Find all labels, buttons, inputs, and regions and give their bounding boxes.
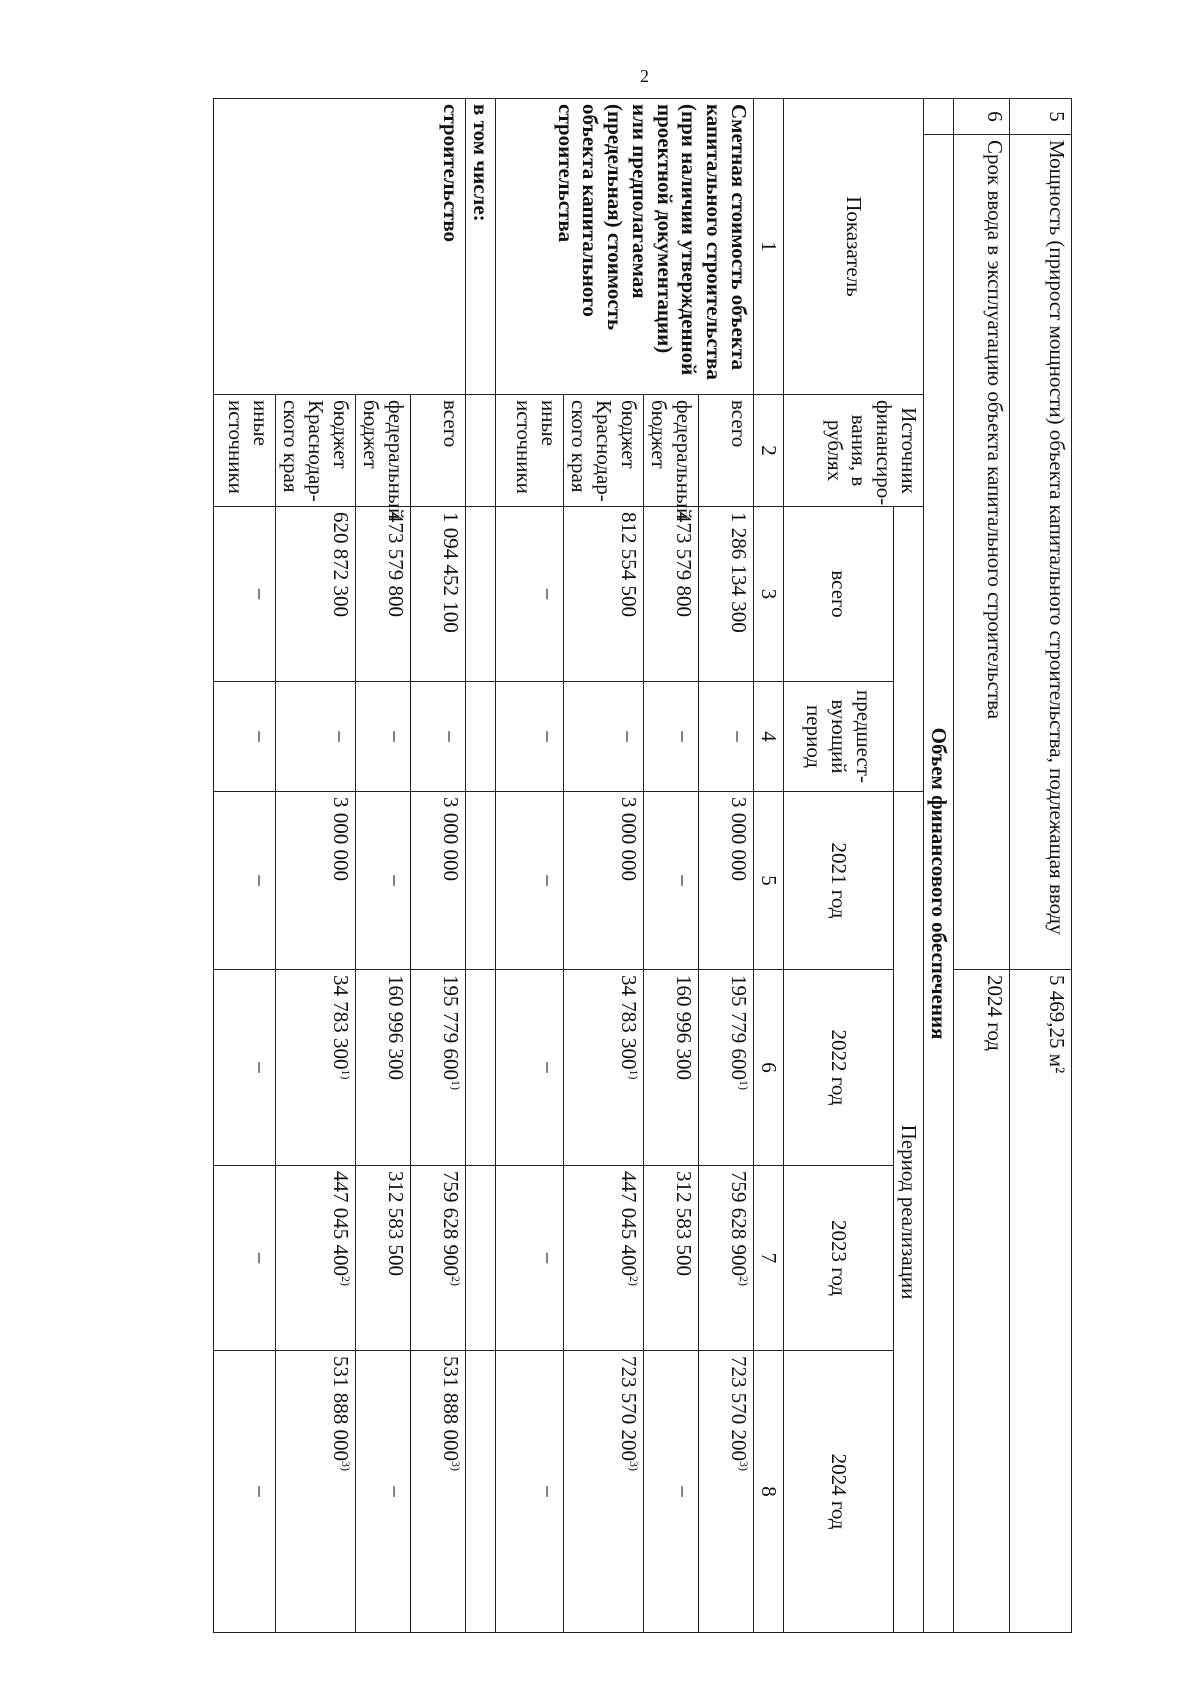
indicator-cell: строительство bbox=[214, 99, 466, 395]
source-cell: всего bbox=[411, 395, 466, 507]
footnote-mark: 3) bbox=[339, 1461, 353, 1472]
empty-cell bbox=[466, 1351, 496, 1633]
col-number: 6 bbox=[754, 970, 784, 1166]
header-previous: предшест-вующий период bbox=[784, 682, 894, 792]
section-title-row bbox=[924, 99, 954, 1633]
footnote-mark: 1) bbox=[449, 1080, 463, 1091]
prev-cell: – bbox=[496, 682, 564, 792]
empty-cell bbox=[466, 682, 496, 792]
y2024-cell: – bbox=[214, 1351, 276, 1633]
footnote-mark: 2) bbox=[737, 1276, 751, 1287]
y2023-cell: 312 583 500 bbox=[644, 1166, 699, 1351]
y2024-cell: 531 888 000$^{3)}$ bbox=[276, 1351, 356, 1633]
source-cell: иные источники bbox=[214, 395, 276, 507]
y2021-cell: – bbox=[496, 792, 564, 970]
col-number: 2 bbox=[754, 395, 784, 507]
y2024-cell: – bbox=[644, 1351, 699, 1633]
y2023-cell: 447 045 400$^{2)}$ bbox=[564, 1166, 644, 1351]
prev-cell: – bbox=[411, 682, 466, 792]
info-row-num: 5 bbox=[1010, 99, 1072, 135]
y2023-cell: – bbox=[496, 1166, 564, 1351]
y2022-cell: 34 783 300$^{1)}$ bbox=[564, 970, 644, 1166]
info-row-6 bbox=[954, 99, 1010, 1633]
header-2023: 2023 год bbox=[784, 1166, 894, 1351]
total-cell: 473 579 800 bbox=[644, 507, 699, 682]
info-row-label: Мощность (прирост мощности) объекта капитального строительства, подлежащая вводу bbox=[1010, 135, 1072, 970]
source-cell: бюджет Краснодар-ского края bbox=[276, 395, 356, 507]
header-source: Источник финансиро-вания, в рублях bbox=[784, 395, 924, 507]
prev-cell: – bbox=[214, 682, 276, 792]
info-row-5 bbox=[1010, 99, 1072, 1633]
header-2024: 2024 год bbox=[784, 1351, 894, 1633]
prev-cell: – bbox=[356, 682, 411, 792]
footnote-mark: 3) bbox=[737, 1461, 751, 1472]
footnote-mark: 2) bbox=[449, 1276, 463, 1287]
page-number: 2 bbox=[640, 66, 649, 86]
prev-cell: – bbox=[564, 682, 644, 792]
y2024-cell: – bbox=[356, 1351, 411, 1633]
header-2022: 2022 год bbox=[784, 970, 894, 1166]
footnote-mark: 2) bbox=[339, 1276, 353, 1287]
col-number: 3 bbox=[754, 507, 784, 682]
y2024-cell: 531 888 000$^{3)}$ bbox=[411, 1351, 466, 1633]
y2022-cell: – bbox=[214, 970, 276, 1166]
total-cell: 473 579 800 bbox=[356, 507, 411, 682]
y2021-cell: 3 000 000 bbox=[276, 792, 356, 970]
y2024-cell: 723 570 200$^{3)}$ bbox=[564, 1351, 644, 1633]
y2022-cell: 160 996 300 bbox=[356, 970, 411, 1166]
column-numbers-row bbox=[754, 99, 784, 1633]
financing-table bbox=[213, 98, 1072, 1633]
source-cell: бюджет Краснодар-ского края bbox=[564, 395, 644, 507]
header-total: всего bbox=[784, 507, 894, 682]
total-cell: 812 554 500 bbox=[564, 507, 644, 682]
header-2021: 2021 год bbox=[784, 792, 894, 970]
empty-cell bbox=[466, 792, 496, 970]
col-number: 7 bbox=[754, 1166, 784, 1351]
y2024-cell: – bbox=[496, 1351, 564, 1633]
y2021-cell: – bbox=[644, 792, 699, 970]
prev-cell: – bbox=[699, 682, 754, 792]
y2021-cell: 3 000 000 bbox=[411, 792, 466, 970]
table-row bbox=[699, 99, 754, 1633]
header-period: Период реализации bbox=[894, 792, 924, 1633]
y2023-cell: 759 628 900$^{2)}$ bbox=[699, 1166, 754, 1351]
footnote-mark: 3) bbox=[449, 1461, 463, 1472]
prev-cell: – bbox=[276, 682, 356, 792]
y2021-cell: – bbox=[214, 792, 276, 970]
info-row-num: 6 bbox=[954, 99, 1010, 135]
header-blank bbox=[894, 507, 924, 792]
empty-cell bbox=[466, 507, 496, 682]
info-row-value: 5 469,25 м² bbox=[1010, 970, 1072, 1633]
header-indicator: Показатель bbox=[784, 99, 924, 395]
total-cell: – bbox=[496, 507, 564, 682]
y2021-cell: 3 000 000 bbox=[699, 792, 754, 970]
prev-cell: – bbox=[644, 682, 699, 792]
source-cell: всего bbox=[699, 395, 754, 507]
header-row-1 bbox=[894, 99, 924, 1633]
total-cell: – bbox=[214, 507, 276, 682]
footnote-mark: 1) bbox=[339, 1069, 353, 1080]
y2021-cell: 3 000 000 bbox=[564, 792, 644, 970]
indicator-cell: Сметная стоимость объекта капитального строительства (при наличии утвержденной проектной документации) или предполагаемая (предельная) стоимость объекта капитального строительства bbox=[496, 99, 754, 395]
y2022-cell: 34 783 300$^{1)}$ bbox=[276, 970, 356, 1166]
col-number: 5 bbox=[754, 792, 784, 970]
total-cell: 620 872 300 bbox=[276, 507, 356, 682]
footnote-mark: 2) bbox=[627, 1276, 641, 1287]
empty-cell bbox=[466, 395, 496, 507]
source-cell: иные источники bbox=[496, 395, 564, 507]
source-cell: федеральный бюджет bbox=[356, 395, 411, 507]
table-row bbox=[411, 99, 466, 1633]
y2022-cell: 195 779 600$^{1)}$ bbox=[699, 970, 754, 1166]
info-row-label: Срок ввода в эксплуатацию объекта капитального строительства bbox=[954, 135, 1010, 970]
info-row-value: 2024 год bbox=[954, 970, 1010, 1633]
y2024-cell: 723 570 200$^{3)}$ bbox=[699, 1351, 754, 1633]
y2023-cell: 312 583 500 bbox=[356, 1166, 411, 1351]
y2022-cell: – bbox=[496, 970, 564, 1166]
y2021-cell: – bbox=[356, 792, 411, 970]
empty-cell bbox=[466, 1166, 496, 1351]
including-row bbox=[466, 99, 496, 1633]
col-number: 8 bbox=[754, 1351, 784, 1633]
col-number: 4 bbox=[754, 682, 784, 792]
footnote-mark: 1) bbox=[627, 1069, 641, 1080]
total-cell: 1 094 452 100 bbox=[411, 507, 466, 682]
footnote-mark: 3) bbox=[627, 1461, 641, 1472]
section-title: Объем финансового обеспечения bbox=[924, 135, 954, 1633]
y2023-cell: 759 628 900$^{2)}$ bbox=[411, 1166, 466, 1351]
footnote-mark: 1) bbox=[737, 1080, 751, 1091]
y2023-cell: – bbox=[214, 1166, 276, 1351]
y2022-cell: 160 996 300 bbox=[644, 970, 699, 1166]
col-number: 1 bbox=[754, 99, 784, 395]
empty-cell bbox=[466, 970, 496, 1166]
y2023-cell: 447 045 400$^{2)}$ bbox=[276, 1166, 356, 1351]
including-label: в том числе: bbox=[466, 99, 496, 395]
section-title-spacer bbox=[924, 99, 954, 135]
total-cell: 1 286 134 300 bbox=[699, 507, 754, 682]
rotated-table-container bbox=[172, 98, 1072, 1632]
source-cell: федеральный бюджет bbox=[644, 395, 699, 507]
y2022-cell: 195 779 600$^{1)}$ bbox=[411, 970, 466, 1166]
